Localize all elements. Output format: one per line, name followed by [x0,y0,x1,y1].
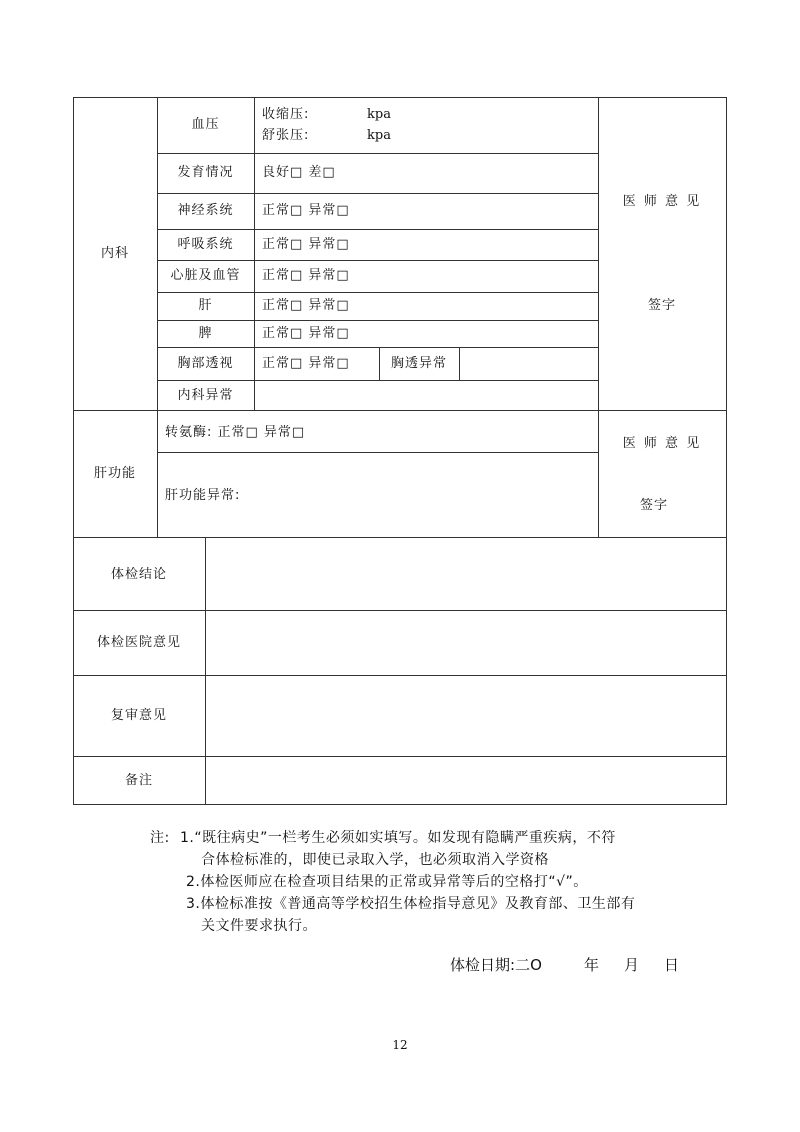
row-options[interactable]: 正常□ 异常□ [262,268,350,283]
liver-abnormal-label: 肝功能异常: [165,488,241,503]
note-3-line-2: 关文件要求执行。 [201,918,317,934]
exam-date [450,955,542,975]
review-opinion-field[interactable] [206,676,726,756]
note-1-line-1: 1.“既往病史”一栏考生必须如实填写。如发现有隐瞒严重疾病，不符 [180,830,616,846]
exam-date-year: 年 [584,956,600,974]
hospital-opinion-field[interactable] [206,611,726,675]
diastolic-unit: kpa [367,128,391,143]
exam-conclusion-field[interactable] [206,538,726,610]
exam-date-month: 月 [624,956,640,974]
liver-function-label: 肝功能 [93,466,136,481]
exam-date-day: 日 [664,956,680,974]
row-label: 神经系统 [177,203,234,218]
note-1-line-2: 合体检标准的，即使已录取入学，也必须取消入学资格 [201,852,549,868]
note-3-line-1: 3.体检标准按《普通高等学校招生体检指导意见》及教育部、卫生部有 [186,896,636,912]
notes-prefix: 注: [150,830,170,846]
row-options[interactable]: 良好□ 差□ [262,165,336,180]
doctor-opinion-label: 医 师 意 见 [622,194,702,209]
row-label: 胸部透视 [177,356,234,371]
row-label: 肝 [198,298,213,313]
page-number: 12 [392,1038,408,1052]
blood-pressure-label: 血压 [191,117,220,132]
row-options[interactable]: 正常□ 异常□ [262,326,350,341]
review-opinion-label: 复审意见 [110,708,167,723]
row-label: 发育情况 [177,165,234,180]
row-label: 内科异常 [177,388,234,403]
diastolic-label: 舒张压: [262,128,310,143]
internal-medicine-label: 内科 [100,246,129,261]
systolic-label: 收缩压: [262,107,310,122]
signature-label: 签字 [639,498,668,513]
row-options[interactable]: 正常□ 异常□ [262,356,350,371]
signature-label: 签字 [647,298,676,313]
hospital-opinion-label: 体检医院意见 [96,635,181,650]
row-options[interactable]: 正常□ 异常□ [262,298,350,313]
note-2: 2.体检医师应在检查项目结果的正常或异常等后的空格打“√”。 [186,874,588,890]
systolic-unit: kpa [367,107,391,122]
exam-date-year-prefix: 二O [515,956,542,974]
doctor-opinion-label: 医 师 意 见 [622,436,702,451]
row-label: 呼吸系统 [177,237,234,252]
transaminase-options[interactable]: 转氨酶: 正常□ 异常□ [165,425,306,440]
row-label: 脾 [198,326,213,341]
row-options[interactable]: 正常□ 异常□ [262,203,350,218]
row-label: 心脏及血管 [170,268,241,283]
exam-conclusion-label: 体检结论 [110,567,167,582]
row-options[interactable]: 正常□ 异常□ [262,237,350,252]
remarks-label: 备注 [124,773,153,788]
chest-xray-abnormal-label: 胸透异常 [390,356,447,371]
remarks-field[interactable] [206,757,726,804]
exam-date-label: 体检日期: [450,956,516,974]
